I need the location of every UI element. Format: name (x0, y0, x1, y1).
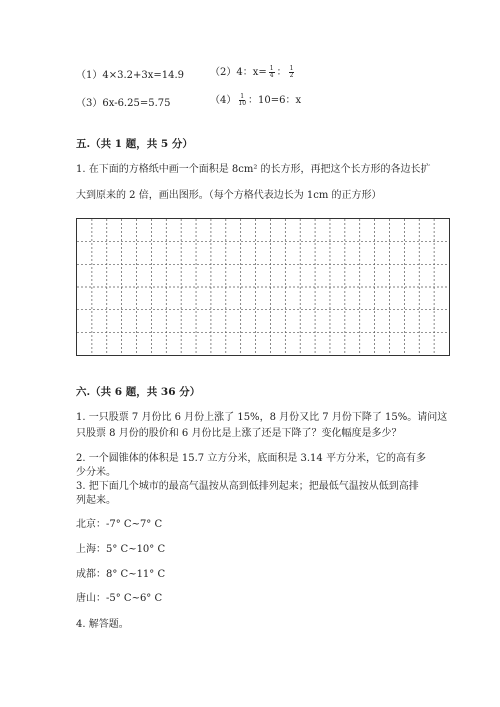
equation-4 (210, 91, 301, 107)
equation-2 (210, 63, 296, 79)
equation-1: （1）4×3.2+3x=14.9 (76, 70, 185, 81)
fraction-numerator: 1 (289, 65, 294, 72)
section-6-heading: 六.（共 6 题，共 36 分） (76, 386, 201, 398)
section-6-q3-line1: 3. 把下面几个城市的最高气温按从高到低排列起来；把最低气温按从低到高排 (76, 481, 419, 492)
grid-paper[interactable] (76, 218, 450, 356)
city-beijing: 北京：-7° C~7° C (76, 519, 163, 530)
city-shanghai: 上海：5° C~10° C (76, 544, 166, 555)
equation-4-suffix: ：10=6：x (248, 95, 302, 106)
section-5-q1-line1: 1. 在下面的方格纸中画一个面积是 8cm² 的长方形，再把这个长方形的各边长扩 (76, 164, 431, 175)
fraction-denominator: 2 (289, 72, 294, 79)
section-6-q3-line2: 列起来。 (76, 495, 116, 506)
fraction-one-tenth (238, 94, 246, 107)
fraction-one-half (289, 66, 295, 79)
equation-2-prefix: （2）4：x= (210, 67, 267, 78)
section-5-heading: 五.（共 1 题，共 5 分） (76, 138, 193, 150)
fraction-numerator: 1 (269, 65, 274, 72)
section-6-q2-line1: 2. 一个圆锥体的体积是 15.7 立方分米，底面积是 3.14 平方分米，它的高有多 (76, 453, 426, 464)
fraction-denominator: 10 (238, 100, 247, 107)
fraction-one-quarter (269, 66, 275, 79)
section-5-q1-line2: 大到原来的 2 倍，画出图形。（每个方格代表边长为 1cm 的正方形） (76, 190, 382, 201)
section-6-q1-line2: 只股票 8 月份的股价和 6 月份比是上涨了还是下降了？变化幅度是多少？ (76, 428, 402, 439)
city-tangshan: 唐山：-5° C~6° C (76, 593, 163, 604)
fraction-denominator: 4 (269, 72, 274, 79)
grid-lines (77, 219, 449, 355)
city-chengdu: 成都：8° C~11° C (76, 569, 166, 580)
fraction-numerator: 1 (240, 93, 245, 100)
equation-4-prefix: （4） (210, 95, 237, 106)
section-6-q4: 4. 解答题。 (76, 619, 129, 630)
equation-3: （3）6x-6.25=5.75 (76, 98, 171, 109)
equation-2-sep: ： (276, 67, 287, 78)
section-6-q1-line1: 1. 一只股票 7 月份比 6 月份上涨了 15%，8 月份又比 7 月份下降了 15%。请问这 (76, 412, 448, 423)
section-6-q2-line2: 少分米。 (76, 467, 116, 478)
